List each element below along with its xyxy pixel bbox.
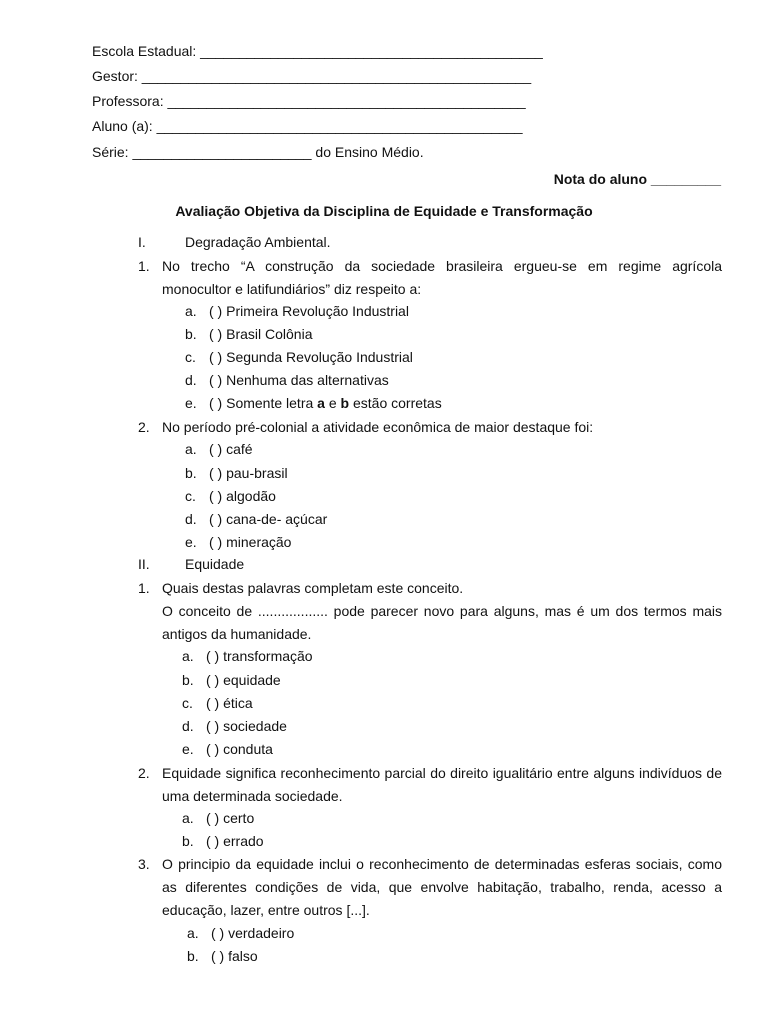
option-letter: c. [185,488,196,504]
question-number: 2. [138,419,150,435]
option-letter: b. [182,672,194,688]
option-letter: c. [182,695,193,711]
option-text: ( ) verdadeiro [211,925,295,941]
option-letter: b. [185,465,197,481]
option-text: ( ) equidade [206,672,281,688]
option-letter: a. [187,925,199,941]
section-heading [0,232,768,252]
option-letter: a. [185,303,197,319]
question [138,762,722,808]
option-text: ( ) algodão [209,488,276,504]
option[interactable] [182,808,254,828]
option-bold-b: b [340,395,350,411]
section-title: Equidade [185,556,245,572]
question-text-continued: O conceito de .................. pode parecer novo para alguns, mas é um dos termos mais antigos da humanidade. [162,603,722,642]
option[interactable] [182,670,281,690]
option[interactable] [187,923,294,943]
option-letter: b. [182,833,194,849]
option[interactable] [182,831,264,851]
option-letter: d. [185,372,197,388]
option-text: ( ) pau-brasil [209,465,288,481]
option-letter: a. [185,441,197,457]
question-text: No trecho “A construção da sociedade brasileira ergueu-se em regime agrícola monocultor e latifundiários” diz respeito a: [162,258,722,297]
option-letter: e. [182,741,194,757]
option-text: ( ) Primeira Revolução Industrial [209,303,409,319]
option-text: ( ) certo [206,810,255,826]
question [138,416,722,439]
option-letter: a. [182,648,194,664]
option-text: ( ) ética [206,695,253,711]
question-text: Quais destas palavras completam este conceito. [162,580,464,596]
option[interactable] [182,739,273,759]
option-text [209,395,442,411]
option-letter: e. [185,395,197,411]
option-letter: a. [182,810,194,826]
option[interactable] [185,463,288,483]
option-text: ( ) conduta [206,741,273,757]
school-field: Escola Estadual: ____________________________________________ [92,43,543,59]
option-text: ( ) Nenhuma das alternativas [209,372,389,388]
option-text: ( ) cana-de- açúcar [209,511,328,527]
option[interactable] [182,646,313,666]
option[interactable] [185,509,327,529]
option[interactable] [185,301,409,321]
option-letter: c. [185,349,196,365]
option-text-pre: ( ) Somente letra [209,395,318,411]
option-text: ( ) transformação [206,648,313,664]
question [138,853,722,922]
option-text: ( ) Brasil Colônia [209,326,313,342]
option-letter: d. [182,718,194,734]
question-text: O principio da equidade inclui o reconhecimento de determinadas esferas sociais, como as diferentes condições de vida, que envolve habitação, trabalho, renda, acesso a educação, lazer, entre outros [...]. [162,856,722,918]
question-number: 1. [138,258,150,274]
option-letter: d. [185,511,197,527]
option[interactable] [185,486,276,506]
question-number: 1. [138,580,150,596]
question-number: 3. [138,856,150,872]
question [138,577,722,646]
option[interactable] [182,716,287,736]
question [138,255,722,301]
option-text-post: estão corretas [349,395,442,411]
option-text: ( ) mineração [209,534,292,550]
section-heading [0,554,768,574]
option[interactable] [185,347,413,367]
option-letter: b. [187,948,199,964]
option-letter: b. [185,326,197,342]
option-text: ( ) café [209,441,253,457]
question-text: No período pré-colonial a atividade econômica de maior destaque foi: [162,419,594,435]
option-text-mid: e [324,395,341,411]
teacher-field: Professora: ______________________________________________ [92,93,526,109]
option[interactable] [185,439,253,459]
option-bold-a: a [317,395,325,411]
student-field: Aluno (a): _______________________________________________ [92,118,523,134]
option[interactable] [185,393,442,413]
option-text: ( ) falso [211,948,258,964]
grade-field: Série: _______________________ do Ensino Médio. [92,144,424,160]
score-field: Nota do aluno _________ [553,171,721,187]
option[interactable] [185,324,312,344]
option-text: ( ) errado [206,833,264,849]
section-numeral: II. [138,556,150,572]
exam-title: Avaliação Objetiva da Disciplina de Equidade e Transformação [175,203,593,219]
option[interactable] [182,693,253,713]
option-letter: e. [185,534,197,550]
option[interactable] [187,946,258,966]
section-title: Degradação Ambiental. [185,234,331,250]
manager-field: Gestor: __________________________________________________ [92,68,532,84]
option-text: ( ) Segunda Revolução Industrial [209,349,413,365]
question-text: Equidade significa reconhecimento parcial do direito igualitário entre alguns indivíduos de uma determinada sociedade. [162,765,722,804]
option[interactable] [185,532,291,552]
section-numeral: I. [138,234,146,250]
question-number: 2. [138,765,150,781]
option-text: ( ) sociedade [206,718,287,734]
option[interactable] [185,370,389,390]
